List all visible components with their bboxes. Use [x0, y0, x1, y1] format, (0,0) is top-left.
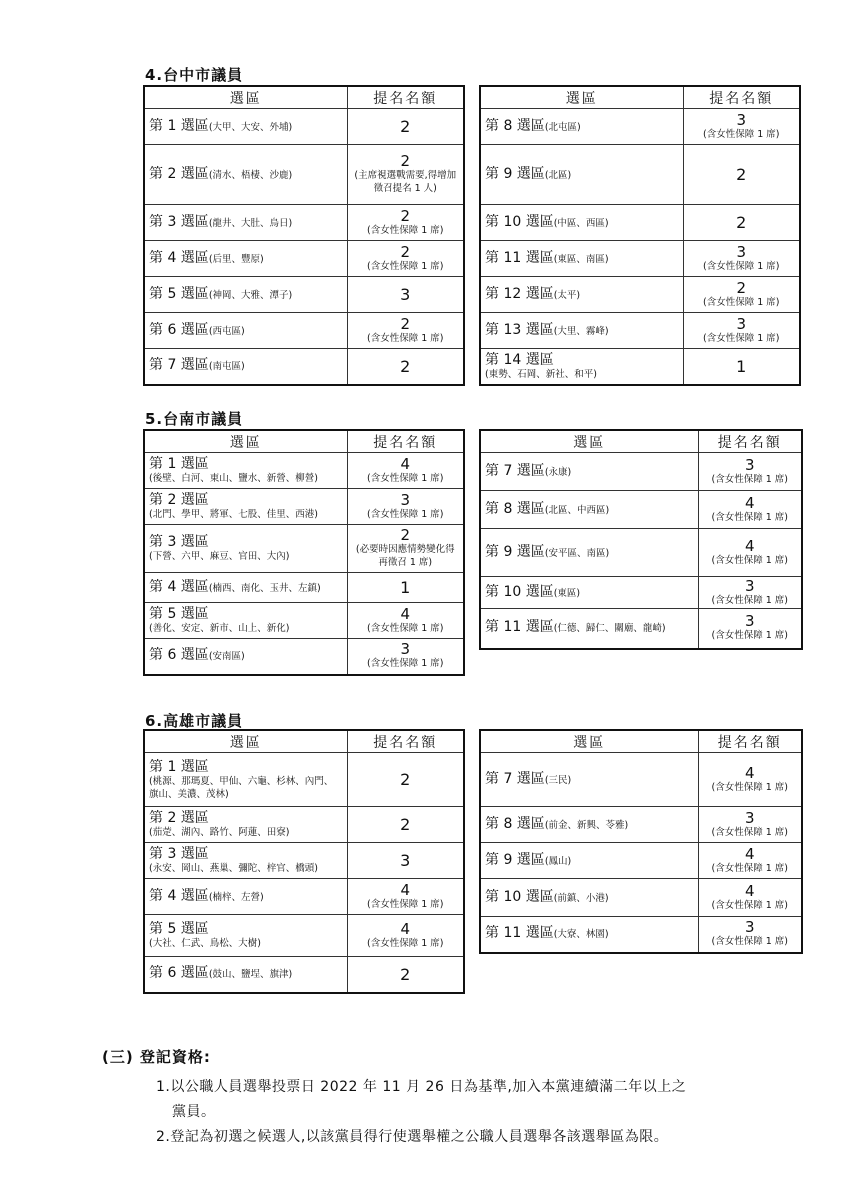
district-label: 第 11 選區: [485, 249, 554, 266]
quota-note: (含女性保障 1 席): [367, 898, 444, 910]
district-label: 第 1 選區: [149, 456, 209, 472]
district-area: (善化、安定、新市、山上、新化): [149, 623, 290, 634]
quota-number: 2: [400, 206, 411, 225]
table-row: [144, 277, 464, 313]
district-area: (鳳山): [544, 855, 572, 867]
table-row: [480, 577, 802, 609]
quota-cell: [683, 241, 800, 277]
quota-note: (含女性保障 1 席): [367, 937, 444, 949]
column-header-quota: 提名名額: [683, 86, 800, 109]
table-row: [480, 753, 802, 807]
district-cell: [480, 609, 698, 649]
district-cell: [480, 453, 698, 491]
quota-cell: [698, 843, 802, 879]
quota-note: (含女性保障 1 席): [367, 508, 444, 520]
table-row: [144, 525, 464, 573]
tainan-table-right: [479, 429, 803, 650]
district-cell: [144, 349, 347, 385]
district-cell: [144, 277, 347, 313]
quota-number: 3: [744, 612, 755, 631]
quota-note: (含女性保障 1 席): [703, 128, 780, 140]
qualification-item-1-cont: 黨員。: [172, 1104, 216, 1120]
table-row: [480, 145, 800, 205]
district-label: 第 14 選區: [485, 351, 554, 368]
quota-cell: [347, 205, 464, 241]
kaohsiung-table-left: [143, 729, 465, 994]
quota-number: 4: [400, 919, 411, 938]
quota-note: (含女性保障 1 席): [367, 622, 444, 634]
district-label: 第 6 選區: [149, 965, 209, 982]
taichung-table-right: [479, 85, 801, 386]
kaohsiung-table-right: [479, 729, 803, 954]
district-area: (大甲、大安、外埔): [208, 121, 293, 133]
district-label: 第 3 選區: [149, 534, 209, 550]
district-label: 第 8 選區: [485, 117, 545, 134]
district-label: 第 4 選區: [149, 578, 209, 595]
district-label: 第 11 選區: [485, 925, 554, 942]
quota-number: 4: [744, 493, 755, 512]
section-title-kaohsiung: 6.高雄市議員: [145, 712, 244, 730]
quota-cell: [347, 915, 464, 957]
quota-number: 2: [400, 314, 411, 333]
quota-number: 1: [736, 356, 747, 376]
column-header-district: 選區: [480, 86, 683, 109]
column-header-quota: 提名名額: [347, 86, 464, 109]
quota-cell: [683, 277, 800, 313]
column-header-district: 選區: [144, 430, 347, 453]
district-label: 第 8 選區: [485, 500, 545, 517]
quota-cell: [347, 525, 464, 573]
quota-cell: [698, 491, 802, 529]
district-cell: [144, 453, 347, 489]
quota-note: (含女性保障 1 席): [703, 260, 780, 272]
quota-number: 4: [400, 454, 411, 473]
quota-note: (含女性保障 1 席): [711, 936, 788, 948]
quota-cell: [347, 753, 464, 807]
quota-cell: [347, 489, 464, 525]
district-cell: [144, 525, 347, 573]
table-row: [144, 145, 464, 205]
quota-number: 2: [400, 770, 411, 789]
quota-number: 3: [400, 490, 411, 509]
table-row: [480, 609, 802, 649]
district-cell: [144, 573, 347, 603]
quota-cell: [347, 453, 464, 489]
district-label: 第 7 選區: [485, 770, 545, 787]
district-cell: [144, 205, 347, 241]
district-cell: [480, 277, 683, 313]
district-cell: [144, 843, 347, 879]
district-label: 第 4 選區: [149, 249, 209, 266]
district-label: 第 12 選區: [485, 285, 554, 302]
table-row: [480, 241, 800, 277]
district-area: (太平): [553, 289, 581, 301]
district-label: 第 4 選區: [149, 887, 209, 904]
quota-number: 2: [400, 242, 411, 261]
quota-cell: [698, 577, 802, 609]
district-cell: [480, 313, 683, 349]
district-label: 第 6 選區: [149, 647, 209, 664]
district-area: (大里、霧峰): [553, 325, 609, 337]
district-cell: [144, 241, 347, 277]
quota-cell: [347, 241, 464, 277]
quota-note: (含女性保障 1 席): [711, 826, 788, 838]
quota-note: (含女性保障 1 席): [711, 594, 788, 606]
quota-cell: [698, 529, 802, 577]
quota-number: 2: [400, 117, 411, 136]
qualification-item-1: 1.以公職人員選舉投票日 2022 年 11 月 26 日為基準,加入本黨連續滿二年以上之: [156, 1079, 687, 1095]
table-row: [480, 277, 800, 313]
district-cell: [144, 807, 347, 843]
quota-cell: [698, 453, 802, 491]
quota-number: 3: [736, 242, 747, 261]
table-header-row: [144, 430, 464, 453]
district-label: 第 7 選區: [485, 462, 545, 479]
quota-number: 3: [744, 576, 755, 595]
table-row: [480, 453, 802, 491]
quota-number: 3: [736, 110, 747, 129]
quota-note: (含女性保障 1 席): [711, 554, 788, 566]
table-row: [144, 639, 464, 675]
quota-cell: [347, 109, 464, 145]
quota-cell: [698, 753, 802, 807]
district-cell: [480, 753, 698, 807]
quota-note: (含女性保障 1 席): [711, 630, 788, 642]
quota-note: (含女性保障 1 席): [367, 472, 444, 484]
quota-cell: [683, 313, 800, 349]
quota-cell: [347, 879, 464, 915]
district-area: (大社、仁武、鳥松、大樹): [149, 938, 261, 949]
district-area: (安南區): [208, 651, 245, 663]
district-area: (北區、中西區): [544, 504, 610, 516]
district-cell: [480, 491, 698, 529]
table-row: [144, 349, 464, 385]
quota-number: 4: [744, 763, 755, 782]
quota-cell: [683, 109, 800, 145]
quota-cell: [347, 843, 464, 879]
district-label: 第 3 選區: [149, 846, 209, 862]
table-row: [144, 313, 464, 349]
table-row: [480, 349, 800, 385]
quota-number: 4: [744, 844, 755, 863]
quota-cell: [347, 313, 464, 349]
quota-note: (含女性保障 1 席): [711, 899, 788, 911]
district-area: (下營、六甲、麻豆、官田、大內): [149, 551, 290, 562]
quota-cell: [683, 349, 800, 385]
quota-cell: [698, 917, 802, 953]
district-area: (茄萣、湖內、路竹、阿蓮、田寮): [149, 827, 290, 838]
district-cell: [480, 109, 683, 145]
quota-number: 4: [400, 604, 411, 623]
quota-cell: [347, 807, 464, 843]
table-row: [144, 489, 464, 525]
table-header-row: [144, 730, 464, 753]
table-row: [480, 529, 802, 577]
district-area: (東勢、石岡、新社、和平): [485, 368, 597, 380]
district-cell: [480, 205, 683, 241]
district-area: (前金、新興、苓雅): [544, 819, 629, 831]
quota-cell: [347, 957, 464, 993]
district-label: 第 9 選區: [485, 165, 545, 182]
table-row: [480, 879, 802, 917]
district-area: (鼓山、鹽埕、旗津): [208, 969, 293, 981]
quota-number: 3: [744, 455, 755, 474]
district-cell: [480, 577, 698, 609]
quota-cell: [683, 205, 800, 241]
district-cell: [144, 109, 347, 145]
quota-note: (含女性保障 1 席): [367, 332, 444, 344]
district-label: 第 2 選區: [149, 165, 209, 182]
district-cell: [480, 241, 683, 277]
district-area: (中區、西區): [553, 217, 609, 229]
district-cell: [144, 489, 347, 525]
district-label: 第 9 選區: [485, 851, 545, 868]
quota-cell: [347, 573, 464, 603]
table-header-row: [480, 86, 800, 109]
district-cell: [144, 145, 347, 205]
district-cell: [144, 313, 347, 349]
district-area: (龍井、大肚、烏日): [208, 217, 293, 229]
district-area: (三民): [544, 774, 572, 786]
table-row: [144, 843, 464, 879]
district-area: (大寮、林園): [553, 929, 609, 941]
quota-note: (含女性保障 1 席): [711, 781, 788, 793]
column-header-quota: 提名名額: [347, 730, 464, 753]
quota-number: 3: [400, 285, 411, 304]
column-header-quota: 提名名額: [698, 430, 802, 453]
tainan-table-left: [143, 429, 465, 676]
district-label: 第 9 選區: [485, 543, 545, 560]
column-header-district: 選區: [480, 430, 698, 453]
district-label: 第 2 選區: [149, 492, 209, 508]
district-label: 第 8 選區: [485, 815, 545, 832]
quota-cell: [698, 807, 802, 843]
district-area: (西屯區): [208, 325, 245, 337]
column-header-district: 選區: [480, 730, 698, 753]
table-row: [480, 807, 802, 843]
district-area: (安平區、南區): [544, 547, 610, 559]
section-title-taichung: 4.台中市議員: [145, 66, 244, 84]
district-label: 第 1 選區: [149, 117, 209, 134]
column-header-quota: 提名名額: [698, 730, 802, 753]
column-header-district: 選區: [144, 730, 347, 753]
district-area: (桃源、那瑪夏、甲仙、六龜、杉林、內門、旗山、美濃、茂林): [149, 775, 334, 800]
district-cell: [480, 917, 698, 953]
table-row: [480, 205, 800, 241]
quota-note: (含女性保障 1 席): [703, 296, 780, 308]
qualification-item-2: 2.登記為初選之候選人,以該黨員得行使選舉權之公職人員選舉各該選舉區為限。: [156, 1129, 669, 1145]
district-area: (北屯區): [544, 121, 581, 133]
district-label: 第 2 選區: [149, 810, 209, 826]
district-area: (仁德、歸仁、關廟、龍崎): [553, 623, 666, 635]
quota-note: (含女性保障 1 席): [711, 473, 788, 485]
table-row: [144, 807, 464, 843]
table-row: [144, 453, 464, 489]
district-label: 第 7 選區: [149, 357, 209, 374]
district-cell: [480, 349, 683, 385]
table-row: [144, 573, 464, 603]
district-area: (南屯區): [208, 361, 245, 373]
taichung-table-left: [143, 85, 465, 386]
quota-cell: [347, 639, 464, 675]
district-area: (前鎮、小港): [553, 892, 609, 904]
district-cell: [144, 639, 347, 675]
district-area: (楠西、南化、玉井、左鎮): [208, 582, 321, 594]
quota-number: 2: [400, 815, 411, 834]
quota-cell: [347, 145, 464, 205]
district-label: 第 5 選區: [149, 285, 209, 302]
district-label: 第 6 選區: [149, 321, 209, 338]
district-label: 第 10 選區: [485, 213, 554, 230]
quota-cell: [347, 603, 464, 639]
quota-number: 1: [400, 578, 411, 597]
district-area: (永康): [544, 466, 572, 478]
district-label: 第 13 選區: [485, 321, 554, 338]
district-area: (東區、南區): [553, 253, 609, 265]
quota-note: (含女性保障 1 席): [711, 511, 788, 523]
quota-cell: [347, 277, 464, 313]
district-area: (永安、岡山、燕巢、彌陀、梓官、橋頭): [149, 863, 318, 874]
table-row: [480, 917, 802, 953]
table-row: [480, 843, 802, 879]
district-area: (清水、梧棲、沙鹿): [208, 169, 293, 181]
quota-number: 2: [400, 356, 411, 376]
district-cell: [480, 843, 698, 879]
quota-number: 3: [744, 808, 755, 827]
table-row: [144, 109, 464, 145]
quota-number: 3: [736, 314, 747, 333]
district-cell: [480, 879, 698, 917]
quota-cell: [698, 879, 802, 917]
section-title-tainan: 5.台南市議員: [145, 410, 244, 428]
quota-note: (必要時因應情勢變化得再徵召 1 席): [355, 544, 455, 568]
quota-note: (含女性保障 1 席): [367, 224, 444, 236]
quota-number: 2: [400, 964, 411, 984]
quota-number: 2: [400, 152, 411, 170]
qualifications-heading: (三) 登記資格:: [102, 1048, 211, 1066]
table-row: [144, 753, 464, 807]
table-header-row: [480, 430, 802, 453]
table-row: [480, 109, 800, 145]
quota-note: (含女性保障 1 席): [711, 862, 788, 874]
district-label: 第 3 選區: [149, 213, 209, 230]
quota-note: (含女性保障 1 席): [367, 658, 444, 670]
district-cell: [144, 603, 347, 639]
district-label: 第 5 選區: [149, 606, 209, 622]
district-area: (東區): [553, 587, 581, 599]
district-area: (后里、豐原): [208, 253, 264, 265]
quota-note: (含女性保障 1 席): [703, 332, 780, 344]
district-cell: [480, 807, 698, 843]
quota-cell: [347, 349, 464, 385]
table-row: [144, 879, 464, 915]
district-area: (北區): [544, 169, 572, 181]
quota-number: 2: [736, 213, 747, 232]
quota-number: 3: [744, 918, 755, 937]
quota-note: (含女性保障 1 席): [367, 260, 444, 272]
quota-number: 4: [744, 536, 755, 555]
quota-cell: [698, 609, 802, 649]
quota-cell: [683, 145, 800, 205]
district-cell: [144, 879, 347, 915]
district-label: 第 10 選區: [485, 583, 554, 600]
quota-number: 3: [400, 851, 411, 870]
table-row: [144, 205, 464, 241]
district-area: (神岡、大雅、潭子): [208, 289, 293, 301]
table-row: [144, 915, 464, 957]
table-row: [144, 603, 464, 639]
district-cell: [480, 145, 683, 205]
district-area: (楠梓、左營): [208, 891, 264, 903]
district-label: 第 10 選區: [485, 888, 554, 905]
table-header-row: [144, 86, 464, 109]
table-header-row: [480, 730, 802, 753]
quota-number: 2: [400, 526, 411, 544]
table-row: [480, 491, 802, 529]
table-row: [144, 241, 464, 277]
quota-number: 2: [736, 165, 747, 184]
district-cell: [144, 957, 347, 993]
quota-number: 4: [400, 880, 411, 899]
quota-note: (主席視選戰需要,得增加徵召提名 1 人): [354, 170, 457, 194]
district-cell: [144, 915, 347, 957]
district-cell: [480, 529, 698, 577]
district-label: 第 11 選區: [485, 619, 554, 636]
table-row: [144, 957, 464, 993]
district-label: 第 5 選區: [149, 921, 209, 937]
quota-number: 2: [736, 278, 747, 297]
table-row: [480, 313, 800, 349]
district-area: (後壁、白河、東山、鹽水、新營、柳營): [149, 473, 318, 484]
district-area: (北門、學甲、將軍、七股、佳里、西港): [149, 509, 318, 520]
district-cell: [144, 753, 347, 807]
quota-number: 3: [400, 640, 411, 659]
column-header-quota: 提名名額: [347, 430, 464, 453]
quota-number: 4: [744, 881, 755, 900]
district-label: 第 1 選區: [149, 758, 209, 775]
column-header-district: 選區: [144, 86, 347, 109]
